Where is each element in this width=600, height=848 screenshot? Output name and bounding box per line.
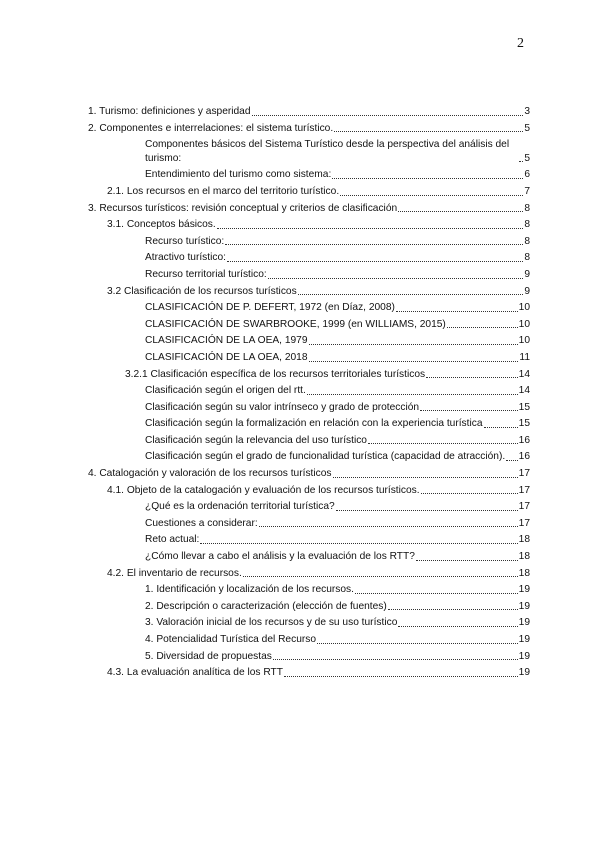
toc-entry-page: 19 [518, 667, 530, 679]
table-of-contents [88, 105, 530, 683]
toc-entry-page: 6 [524, 169, 530, 181]
toc-entry[interactable] [88, 550, 530, 564]
toc-entry-title: 2.1. Los recursos en el marco del territorio turístico. [107, 185, 340, 197]
dot-leader [217, 228, 524, 229]
dot-leader [519, 161, 523, 162]
dot-leader [355, 593, 518, 594]
toc-entry-page: 10 [518, 318, 530, 330]
dot-leader [484, 427, 518, 428]
toc-entry[interactable] [88, 650, 530, 664]
toc-entry[interactable] [88, 138, 530, 165]
toc-entry[interactable] [88, 434, 530, 448]
toc-entry[interactable] [88, 484, 530, 498]
dot-leader [506, 460, 517, 461]
page-number: 2 [517, 36, 524, 51]
toc-entry[interactable] [88, 500, 530, 514]
toc-entry-title: Clasificación según el grado de funcionalidad turística (capacidad de atracción). [145, 451, 506, 463]
toc-entry-page: 7 [524, 185, 530, 197]
dot-leader [200, 543, 517, 544]
dot-leader [225, 244, 523, 245]
toc-entry-page: 10 [518, 335, 530, 347]
toc-entry[interactable] [88, 105, 530, 119]
toc-entry[interactable] [88, 368, 530, 382]
toc-entry-page: 5 [524, 122, 530, 134]
toc-entry-page: 15 [518, 401, 530, 413]
toc-entry-title: 5. Diversidad de propuestas [145, 650, 272, 662]
toc-entry[interactable] [88, 417, 530, 431]
toc-entry[interactable] [88, 616, 530, 630]
toc-entry-page: 18 [518, 551, 530, 563]
toc-entry-title: Clasificación según la relevancia del uso turístico [145, 434, 367, 446]
toc-entry-page: 14 [518, 368, 530, 380]
dot-leader [309, 361, 519, 362]
toc-entry[interactable] [88, 334, 530, 348]
dot-leader [334, 131, 523, 132]
toc-entry[interactable] [88, 401, 530, 415]
toc-entry-title: Entendimiento del turismo como sistema: [145, 169, 332, 181]
toc-entry[interactable] [88, 600, 530, 614]
dot-leader [307, 394, 518, 395]
dot-leader [298, 294, 524, 295]
dot-leader [421, 493, 518, 494]
toc-entry-page: 11 [519, 351, 530, 363]
toc-entry[interactable] [88, 168, 530, 182]
toc-entry-title: Atractivo turístico: [145, 252, 226, 264]
toc-entry[interactable] [88, 666, 530, 680]
toc-entry-title: 1. Turismo: definiciones y asperidad [88, 106, 251, 117]
toc-entry-page: 19 [518, 634, 530, 645]
toc-entry-title: 4.2. El inventario de recursos. [107, 567, 242, 579]
dot-leader [273, 659, 518, 660]
dot-leader [259, 526, 518, 527]
toc-entry[interactable] [88, 450, 530, 464]
toc-entry-page: 5 [524, 152, 530, 164]
toc-entry-page: 9 [524, 285, 530, 297]
toc-entry[interactable] [88, 567, 530, 581]
toc-entry-page: 18 [518, 534, 530, 546]
toc-entry-page: 17 [518, 517, 530, 529]
toc-entry-page: 16 [518, 434, 530, 446]
toc-entry-title: Clasificación según la formalización en relación con la experiencia turística [145, 418, 483, 430]
toc-entry-title: ¿Cómo llevar a cabo el análisis y la evaluación de los RTT? [145, 551, 415, 563]
toc-entry[interactable] [88, 351, 530, 365]
toc-entry-title: CLASIFICACIÓN DE LA OEA, 1979 [145, 335, 308, 347]
toc-entry[interactable] [88, 517, 530, 531]
toc-entry-page: 8 [524, 219, 530, 231]
toc-entry-page: 17 [518, 501, 530, 513]
toc-entry-title: Cuestiones a considerar: [145, 517, 258, 529]
toc-entry[interactable] [88, 235, 530, 249]
toc-entry-page: 19 [518, 617, 530, 629]
dot-leader [420, 410, 518, 411]
toc-entry-page: 3 [524, 106, 530, 117]
dot-leader [426, 377, 518, 378]
toc-entry[interactable] [88, 583, 530, 597]
toc-entry-title: 4.1. Objeto de la catalogación y evaluación de los recursos turísticos. [107, 484, 420, 496]
dot-leader [368, 443, 518, 444]
toc-entry-page: 8 [524, 252, 530, 264]
dot-leader [340, 195, 523, 196]
dot-leader [398, 211, 523, 212]
toc-entry[interactable] [88, 384, 530, 398]
toc-entry-title: 3.2 Clasificación de los recursos turísticos [107, 285, 297, 297]
toc-entry-page: 19 [518, 600, 530, 612]
toc-entry-title: 1. Identificación y localización de los recursos. [145, 584, 354, 596]
toc-entry-page: 17 [518, 468, 530, 480]
toc-entry-title: Clasificación según el origen del rtt. [145, 385, 306, 397]
dot-leader [388, 609, 518, 610]
toc-entry-page: 18 [518, 567, 530, 579]
dot-leader [333, 477, 518, 478]
toc-entry-title: CLASIFICACIÓN DE P. DEFERT, 1972 (en Díaz, 2008) [145, 302, 395, 314]
toc-entry-title: ¿Qué es la ordenación territorial turística? [145, 501, 335, 513]
toc-entry-title: 4. Catalogación y valoración de los recursos turísticos [88, 468, 332, 480]
toc-entry-title: Recurso turístico: [145, 235, 225, 247]
toc-entry-page: 17 [518, 484, 530, 496]
toc-entry-title: Recurso territorial turístico: [145, 268, 267, 280]
toc-entry-title: 2. Componentes e interrelaciones: el sistema turístico. [88, 122, 334, 134]
toc-entry-title: Reto actual: [145, 534, 200, 546]
dot-leader [268, 278, 524, 279]
toc-entry-title: 3.1. Conceptos básicos. [107, 219, 216, 231]
dot-leader [398, 626, 517, 627]
toc-entry[interactable] [88, 185, 530, 199]
toc-entry-title: CLASIFICACIÓN DE LA OEA, 2018 [145, 351, 308, 363]
dot-leader [243, 576, 518, 577]
toc-entry-title: 3. Recursos turísticos: revisión conceptual y criterios de clasificación [88, 202, 398, 214]
toc-entry-page: 15 [518, 418, 530, 430]
toc-entry-title: 3.2.1 Clasificación específica de los recursos territoriales turísticos [125, 368, 426, 380]
toc-entry-title: 4. Potencialidad Turística del Recurso [145, 634, 317, 645]
toc-entry[interactable] [88, 301, 530, 315]
toc-entry[interactable] [88, 268, 530, 282]
toc-entry-title: 4.3. La evaluación analítica de los RTT [107, 667, 283, 679]
toc-entry-title: 2. Descripción o caracterización (elección de fuentes) [145, 600, 387, 612]
toc-entry-page: 19 [518, 650, 530, 662]
dot-leader [309, 344, 518, 345]
dot-leader [336, 510, 518, 511]
toc-entry-title: Clasificación según su valor intrínseco y grado de protección [145, 401, 420, 413]
dot-leader [284, 676, 518, 677]
toc-entry[interactable] [88, 202, 530, 216]
toc-entry-page: 8 [524, 202, 530, 214]
toc-entry-page: 10 [518, 302, 530, 314]
toc-entry-page: 19 [518, 584, 530, 596]
dot-leader [252, 115, 524, 116]
toc-entry[interactable] [88, 467, 530, 481]
toc-entry-page: 9 [524, 268, 530, 280]
toc-entry[interactable] [88, 285, 530, 299]
toc-entry[interactable] [88, 218, 530, 232]
toc-entry-page: 16 [518, 451, 530, 463]
dot-leader [332, 178, 523, 179]
dot-leader [416, 560, 518, 561]
toc-entry-title: Componentes básicos del Sistema Turístico desde la perspectiva del análisis del turismo: [145, 139, 510, 164]
toc-entry-title: 3. Valoración inicial de los recursos y de su uso turístico [145, 617, 398, 629]
dot-leader [227, 261, 523, 262]
dot-leader [396, 311, 518, 312]
toc-entry[interactable] [88, 533, 530, 547]
toc-entry[interactable] [88, 122, 530, 136]
toc-entry[interactable] [88, 318, 530, 332]
toc-entry[interactable] [88, 633, 530, 647]
toc-entry-page: 14 [518, 385, 530, 397]
toc-entry-page: 8 [524, 235, 530, 247]
toc-entry-title: CLASIFICACIÓN DE SWARBROOKE, 1999 (en WILLIAMS, 2015) [145, 318, 446, 330]
dot-leader [447, 327, 518, 328]
toc-entry[interactable] [88, 251, 530, 265]
dot-leader [317, 643, 518, 644]
